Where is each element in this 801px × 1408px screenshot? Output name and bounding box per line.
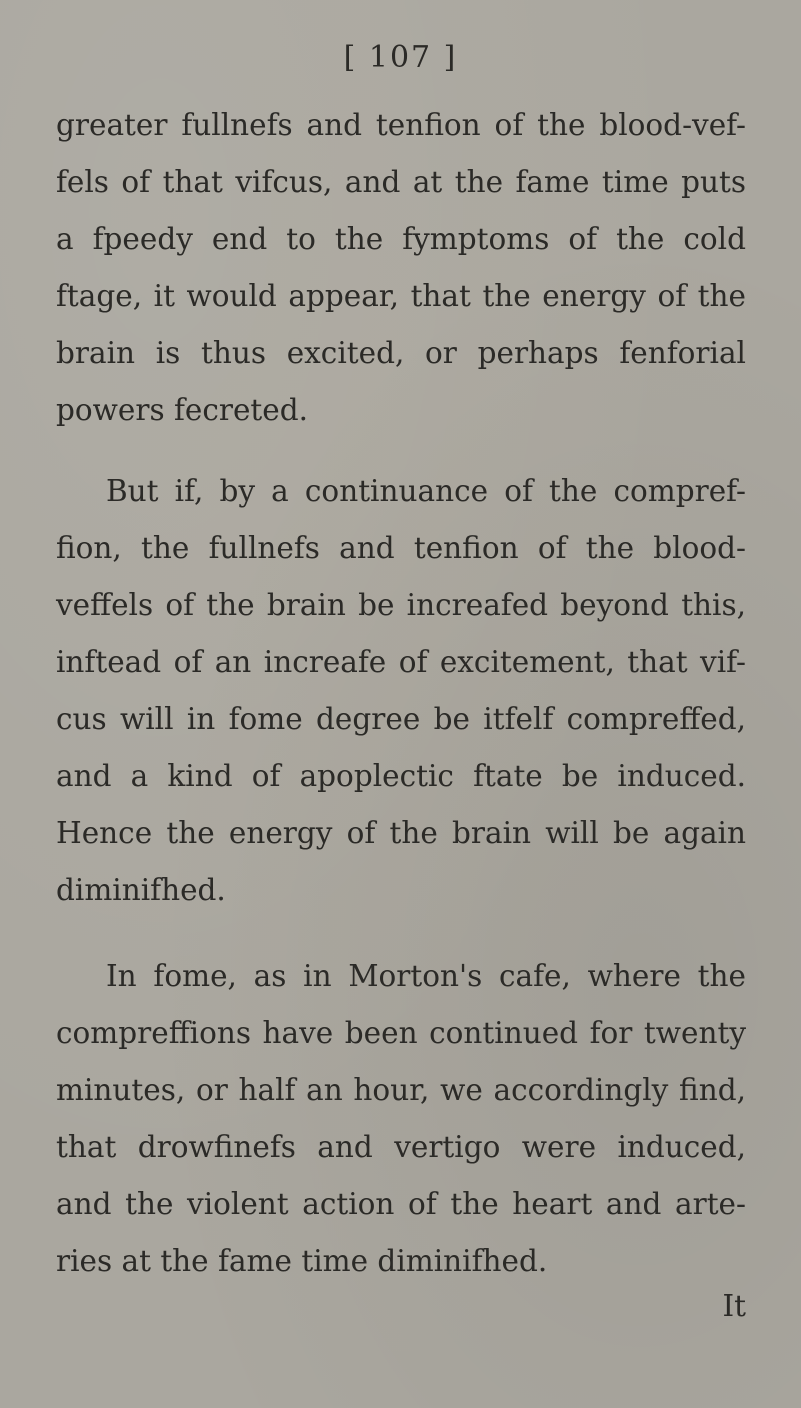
text-line: minutes, or half an hour, we accordingly find, bbox=[56, 1073, 746, 1107]
text-line: cus will in fome degree be itfelf compreffed, bbox=[56, 702, 746, 736]
text-line: fels of that vifcus, and at the fame time puts bbox=[56, 165, 746, 199]
text-line: powers fecreted. bbox=[56, 393, 309, 427]
text-line: brain is thus excited, or perhaps fenforial bbox=[56, 336, 746, 370]
text-line: inftead of an increafe of excitement, that vif- bbox=[56, 645, 746, 679]
text-line: Hence the energy of the brain will be again bbox=[56, 816, 746, 850]
text-line: diminifhed. bbox=[56, 873, 226, 907]
text-line: a fpeedy end to the fymptoms of the cold bbox=[56, 222, 746, 256]
text-line: veffels of the brain be increafed beyond this, bbox=[56, 588, 746, 622]
text-line: fion, the fullnefs and tenfion of the blood- bbox=[56, 531, 746, 565]
text-line: compreffions have been continued for twenty bbox=[56, 1016, 746, 1050]
page-number-header: [ 107 ] bbox=[343, 40, 458, 75]
text-line: greater fullnefs and tenfion of the blood-vef- bbox=[56, 108, 746, 142]
text-line: In fome, as in Morton's cafe, where the bbox=[106, 959, 746, 993]
text-line: But if, by a continuance of the compref- bbox=[106, 474, 746, 508]
text-line: and a kind of apoplectic ftate be induced. bbox=[56, 759, 746, 793]
text-line: and the violent action of the heart and arte- bbox=[56, 1187, 746, 1221]
text-line: ftage, it would appear, that the energy of the bbox=[56, 279, 746, 313]
text-line: that drowfinefs and vertigo were induced, bbox=[56, 1130, 746, 1164]
catchword: It bbox=[722, 1289, 746, 1323]
text-line: ries at the fame time diminifhed. bbox=[56, 1244, 548, 1278]
